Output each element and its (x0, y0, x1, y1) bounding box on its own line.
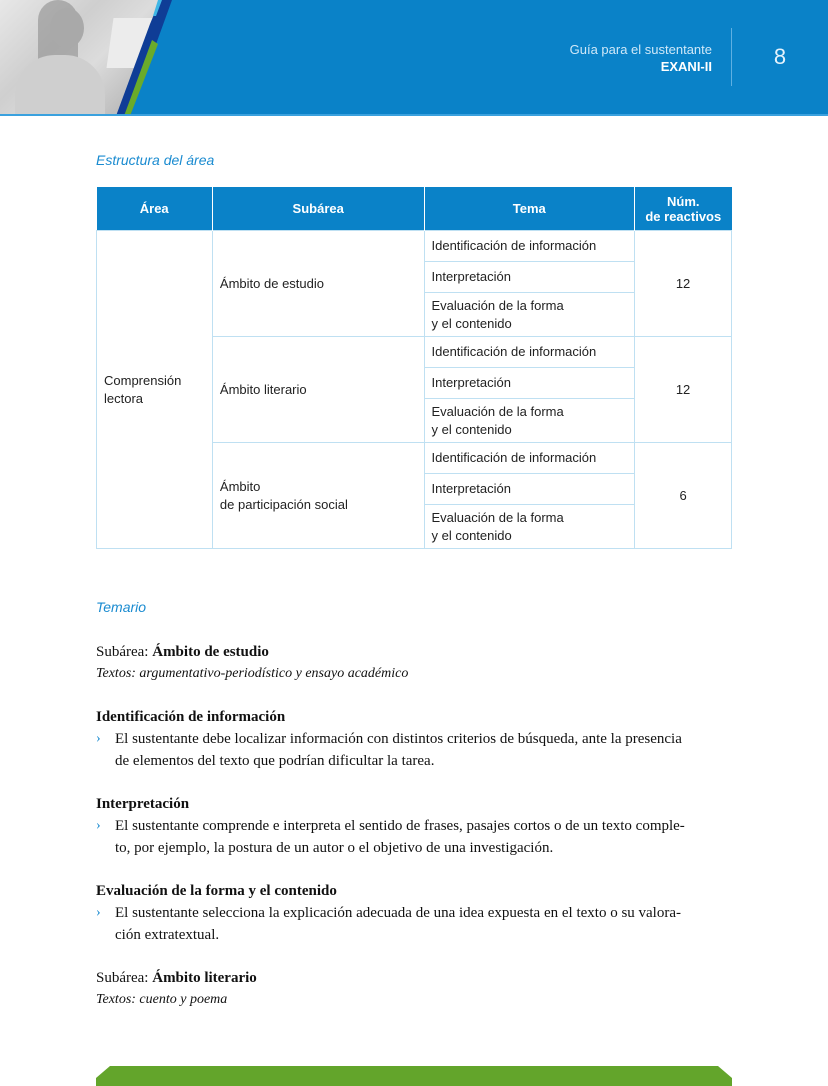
topic-description: › El sustentante comprende e interpreta el sentido de frases, pasajes cortos o de un texto comple- to, por ejemplo, la postura de un autor o el objetivo de una investigación. (96, 815, 736, 859)
subarea-cell: Ámbito de participación social (212, 443, 424, 549)
reactivos-cell: 6 (635, 443, 732, 549)
temario-title: Temario (96, 599, 147, 615)
table-row (97, 231, 732, 262)
subarea-cell: Ámbito literario (212, 337, 424, 443)
topic-block (96, 706, 736, 772)
header-title-block (570, 41, 712, 75)
area-cell: Comprensión lectora (97, 231, 213, 549)
chevron-right-icon: › (96, 731, 101, 746)
chevron-right-icon: › (96, 818, 101, 833)
col-reactivos: Núm. de reactivos (635, 187, 732, 231)
page-header (0, 0, 828, 116)
topic-description: › El sustentante selecciona la explicación adecuada de una idea expuesta en el texto o su valora- ción extratextual. (96, 902, 736, 946)
structure-title: Estructura del área (96, 152, 215, 168)
subarea-textos: Textos: cuento y poema (96, 992, 228, 1007)
tema-cell: Interpretación (424, 474, 635, 505)
topic-title: Identificación de información (96, 709, 286, 725)
guide-title: Guía para el sustentante (569, 42, 712, 57)
tema-cell: Identificación de información (424, 443, 635, 474)
col-tema: Tema (424, 187, 635, 231)
exam-name: EXANI-II (660, 59, 712, 74)
topic-block (96, 880, 736, 946)
tema-cell: Evaluación de la forma y el contenido (424, 505, 635, 549)
page-number: 8 (773, 44, 787, 69)
header-bottom-line (0, 114, 828, 116)
table-header-row (97, 187, 732, 231)
tema-cell: Interpretación (424, 368, 635, 399)
header-divider (731, 28, 732, 86)
reactivos-cell: 12 (635, 231, 732, 337)
subarea-name: Ámbito literario (152, 970, 257, 986)
chevron-right-icon: › (96, 905, 101, 920)
tema-cell: Identificación de información (424, 231, 635, 262)
tema-cell: Evaluación de la forma y el contenido (424, 293, 635, 337)
subarea-heading: Subárea: Ámbito de estudio (96, 644, 269, 660)
tema-cell: Evaluación de la forma y el contenido (424, 399, 635, 443)
footer-green-bar (96, 1066, 732, 1086)
col-subarea: Subárea (212, 187, 424, 231)
topic-block (96, 793, 736, 859)
topic-title: Interpretación (96, 796, 190, 812)
subarea-cell: Ámbito de estudio (212, 231, 424, 337)
topic-title: Evaluación de la forma y el contenido (96, 883, 337, 899)
tema-cell: Interpretación (424, 262, 635, 293)
topic-description: › El sustentante debe localizar información con distintos criterios de búsqueda, ante la presencia de elementos del texto que podrían dificultar la tarea. (96, 728, 736, 772)
subarea-textos: Textos: argumentativo-periodístico y ensayo académico (96, 666, 409, 681)
reactivos-cell: 12 (635, 337, 732, 443)
tema-cell: Identificación de información (424, 337, 635, 368)
col-area: Área (97, 187, 213, 231)
subarea-name: Ámbito de estudio (152, 644, 269, 660)
subarea-heading: Subárea: Ámbito literario (96, 970, 257, 986)
structure-table (96, 187, 732, 549)
